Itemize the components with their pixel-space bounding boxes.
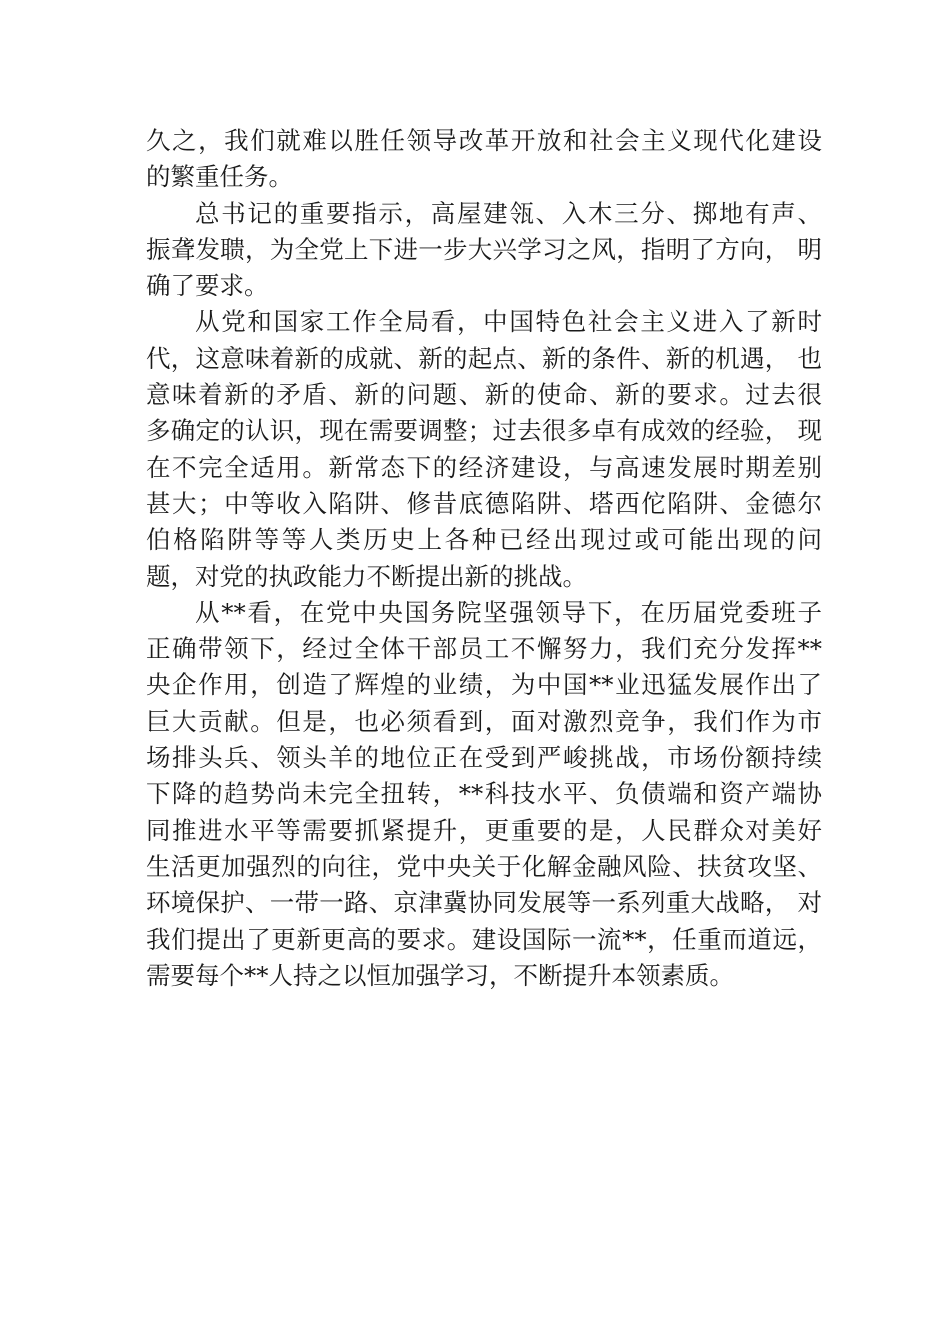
text-line: 我们提出了更新更高的要求。建设国际一流**，任重而道远， <box>146 924 822 954</box>
text-line: 题，对党的执政能力不断提出新的挑战。 <box>146 561 587 591</box>
text-line: 代，这意味着新的成就、新的起点、新的条件、新的机遇， 也 <box>146 343 822 373</box>
text-line: 振聋发聩，为全党上下进一步大兴学习之风，指明了方向， 明 <box>146 234 822 264</box>
text-line: 在不完全适用。新常态下的经济建设，与高速发展时期差别 <box>146 452 822 482</box>
document-body <box>146 123 822 994</box>
text-line: 巨大贡献。但是，也必须看到，面对激烈竞争，我们作为市 <box>146 706 822 736</box>
text-line: 甚大；中等收入陷阱、修昔底德陷阱、塔西佗陷阱、金德尔 <box>146 488 822 518</box>
text-line: 场排头兵、领头羊的地位正在受到严峻挑战，市场份额持续 <box>146 743 822 773</box>
paragraph-2 <box>146 196 822 305</box>
text-line: 多确定的认识，现在需要调整；过去很多卓有成效的经验， 现 <box>146 416 822 446</box>
text-line: 伯格陷阱等等人类历史上各种已经出现过或可能出现的问 <box>146 525 822 555</box>
paragraph-3 <box>146 304 822 594</box>
text-line: 央企作用，创造了辉煌的业绩，为中国**业迅猛发展作出了 <box>146 670 822 700</box>
text-line: 下降的趋势尚未完全扭转，**科技水平、负债端和资产端协 <box>146 779 822 809</box>
text-line: 生活更加强烈的向往，党中央关于化解金融风险、扶贫攻坚、 <box>146 851 822 881</box>
text-line: 正确带领下，经过全体干部员工不懈努力，我们充分发挥** <box>146 634 822 664</box>
text-line: 确了要求。 <box>146 271 269 301</box>
text-line: 同推进水平等需要抓紧提升，更重要的是，人民群众对美好 <box>146 815 822 845</box>
paragraph-1 <box>146 123 822 196</box>
text-line: 环境保护、一带一路、京津冀协同发展等一系列重大战略， 对 <box>146 888 822 918</box>
text-line: 意味着新的矛盾、新的问题、新的使命、新的要求。过去很 <box>146 380 822 410</box>
text-line: 总书记的重要指示，高屋建瓴、入木三分、掷地有声、 <box>195 198 822 228</box>
text-line: 久之，我们就难以胜任领导改革开放和社会主义现代化建设 <box>146 126 822 155</box>
text-line: 需要每个**人持之以恒加强学习，不断提升本领素质。 <box>146 960 734 990</box>
text-line: 从党和国家工作全局看，中国特色社会主义进入了新时 <box>195 307 822 337</box>
text-line: 从**看，在党中央国务院坚强领导下，在历届党委班子 <box>195 597 822 627</box>
text-line: 的繁重任务。 <box>146 162 293 192</box>
paragraph-4 <box>146 595 822 994</box>
